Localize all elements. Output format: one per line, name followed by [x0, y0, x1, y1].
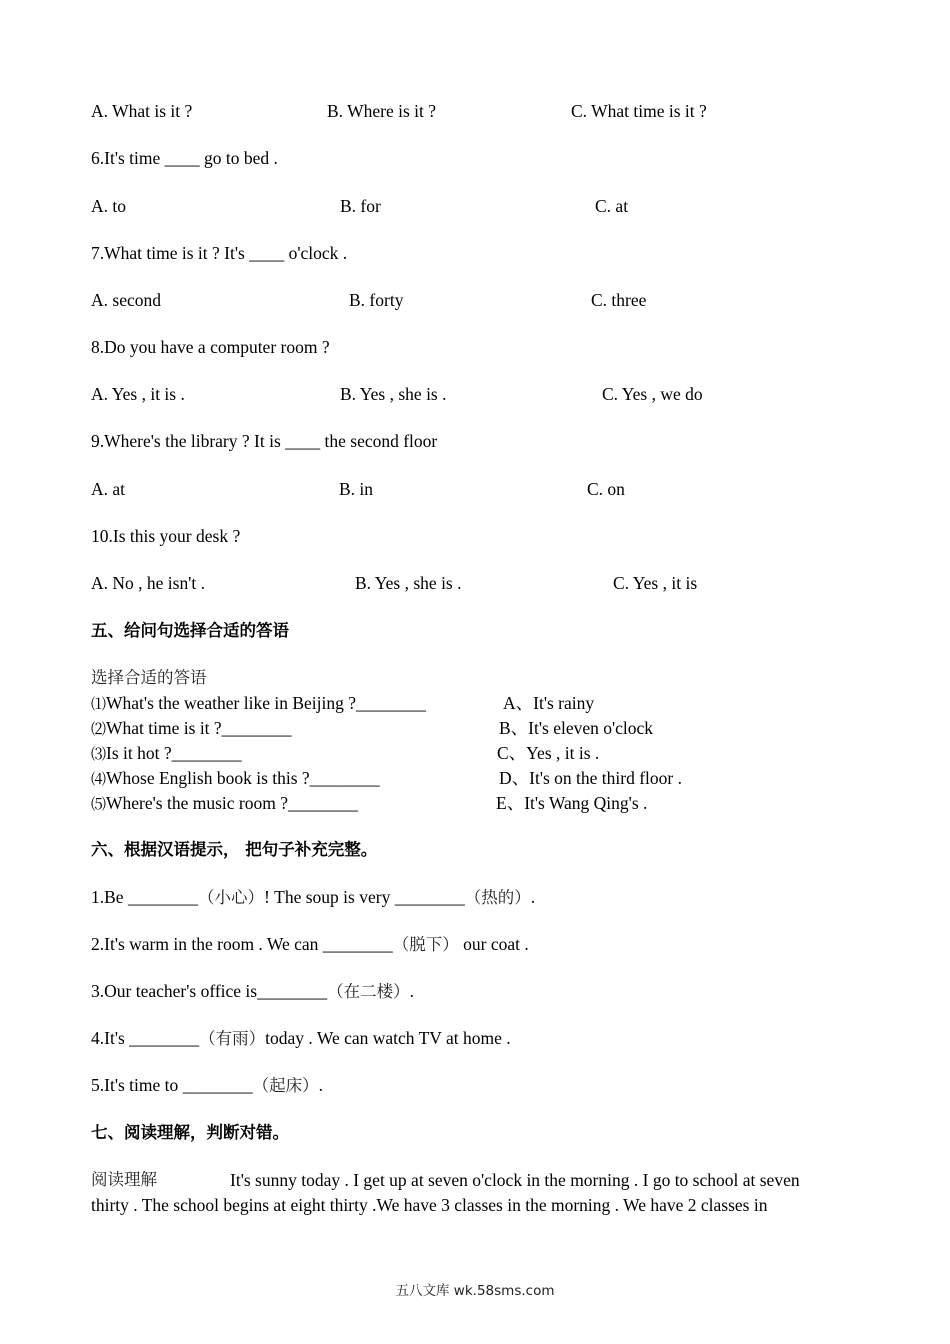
s6-item-1-hint-b: （热的） [464, 888, 531, 907]
s6-item-1-text-b: ! The soup is very ________ [263, 887, 465, 907]
q8-option-b: B. Yes , she is . [340, 384, 447, 404]
s5-answer-c: C、Yes , it is . [497, 743, 600, 763]
s6-item-2-text-a: 2.It's warm in the room . We can ________ [91, 934, 393, 954]
section5-heading: 五、给问句选择合适的答语 [91, 621, 289, 640]
q10-option-b: B. Yes , she is . [355, 573, 462, 593]
section5-intro: 选择合适的答语 [91, 668, 207, 687]
s6-item-3-text-a: 3.Our teacher's office is________ [91, 981, 328, 1001]
s5-answer-d: D、It's on the third floor . [499, 768, 682, 788]
q5-option-c: C. What time is it ? [571, 101, 707, 121]
q8-question: 8.Do you have a computer room ? [91, 337, 330, 357]
s5-question-text-5: Where's the music room ?________ [106, 793, 358, 813]
reading-passage-line-2: thirty . The school begins at eight thirty .We have 3 classes in the morning . We have 2 classes in [91, 1195, 768, 1215]
s6-item-2-text-b: our coat . [458, 934, 529, 954]
q9-option-c: C. on [587, 479, 625, 499]
s6-item-4-text-a: 4.It's ________ [91, 1028, 200, 1048]
s6-item-1-text-c: . [530, 887, 536, 907]
s5-number-3: ⑶ [91, 747, 107, 763]
s6-item-1 [91, 889, 535, 907]
s5-answer-b: B、It's eleven o'clock [499, 718, 654, 738]
q10-option-c: C. Yes , it is [613, 573, 698, 593]
q5-option-a: A. What is it ? [91, 101, 193, 121]
s6-item-5-text-a: 5.It's time to ________ [91, 1075, 253, 1095]
q9-option-b: B. in [339, 479, 374, 499]
reading-label: 阅读理解 [91, 1170, 157, 1189]
s6-item-1-text-a: 1.Be ________ [91, 887, 198, 907]
s6-item-4 [91, 1030, 511, 1048]
q7-option-a: A. second [91, 290, 161, 310]
q9-question: 9.Where's the library ? It is ____ the second floor [91, 431, 438, 451]
section7-heading: 七、阅读理解，判断对错。 [91, 1123, 289, 1142]
section6-heading: 六、根据汉语提示， 把句子补充完整。 [91, 840, 378, 859]
q8-option-a: A. Yes , it is . [91, 384, 185, 404]
s6-item-5-text-b: . [318, 1075, 323, 1095]
s5-question-2 [91, 720, 292, 738]
s5-question-text-4: Whose English book is this ?________ [106, 768, 380, 788]
s6-item-4-text-b: today . We can watch TV at home . [265, 1028, 511, 1048]
s5-number-5: ⑸ [91, 797, 107, 813]
s6-item-3-text-b: . [409, 981, 414, 1001]
q5-option-b: B. Where is it ? [327, 101, 437, 121]
q7-question: 7.What time is it ? It's ____ o'clock . [91, 243, 348, 263]
q7-option-b: B. forty [349, 290, 404, 310]
q6-option-a: A. to [91, 196, 126, 216]
q6-option-b: B. for [340, 196, 381, 216]
s5-answer-e: E、It's Wang Qing's . [496, 793, 648, 813]
reading-passage-line-1: It's sunny today . I get up at seven o'clock in the morning . I go to school at seven [230, 1170, 800, 1190]
s5-number-4: ⑷ [91, 772, 107, 788]
s5-question-text-1: What's the weather like in Beijing ?________ [106, 693, 427, 713]
s6-item-3-hint-a: （在二楼） [327, 982, 410, 1001]
s5-number-1: ⑴ [91, 697, 107, 713]
s5-question-text-3: Is it hot ?________ [106, 743, 242, 763]
s5-question-3 [91, 745, 242, 763]
q7-option-c: C. three [591, 290, 647, 310]
s6-item-3 [91, 983, 414, 1001]
page-footer: 五八文库 wk.58sms.com [395, 1283, 555, 1299]
s6-item-5 [91, 1077, 323, 1095]
q10-question: 10.Is this your desk ? [91, 526, 241, 546]
s5-question-5 [91, 795, 358, 813]
s5-question-4 [91, 770, 380, 788]
s5-answer-a: A、It's rainy [503, 693, 595, 713]
s6-item-2 [91, 936, 529, 954]
q6-question: 6.It's time ____ go to bed . [91, 148, 278, 168]
s5-question-1 [91, 695, 426, 713]
s6-item-4-hint-a: （有雨） [199, 1029, 266, 1048]
s6-item-5-hint-a: （起床） [252, 1076, 319, 1095]
s6-item-1-hint-a: （小心） [197, 888, 264, 907]
s5-question-text-2: What time is it ?________ [106, 718, 292, 738]
q6-option-c: C. at [595, 196, 629, 216]
q8-option-c: C. Yes , we do [602, 384, 703, 404]
s6-item-2-hint-a: （脱下） [392, 935, 459, 954]
q9-option-a: A. at [91, 479, 126, 499]
s5-number-2: ⑵ [91, 722, 107, 738]
q10-option-a: A. No , he isn't . [91, 573, 205, 593]
